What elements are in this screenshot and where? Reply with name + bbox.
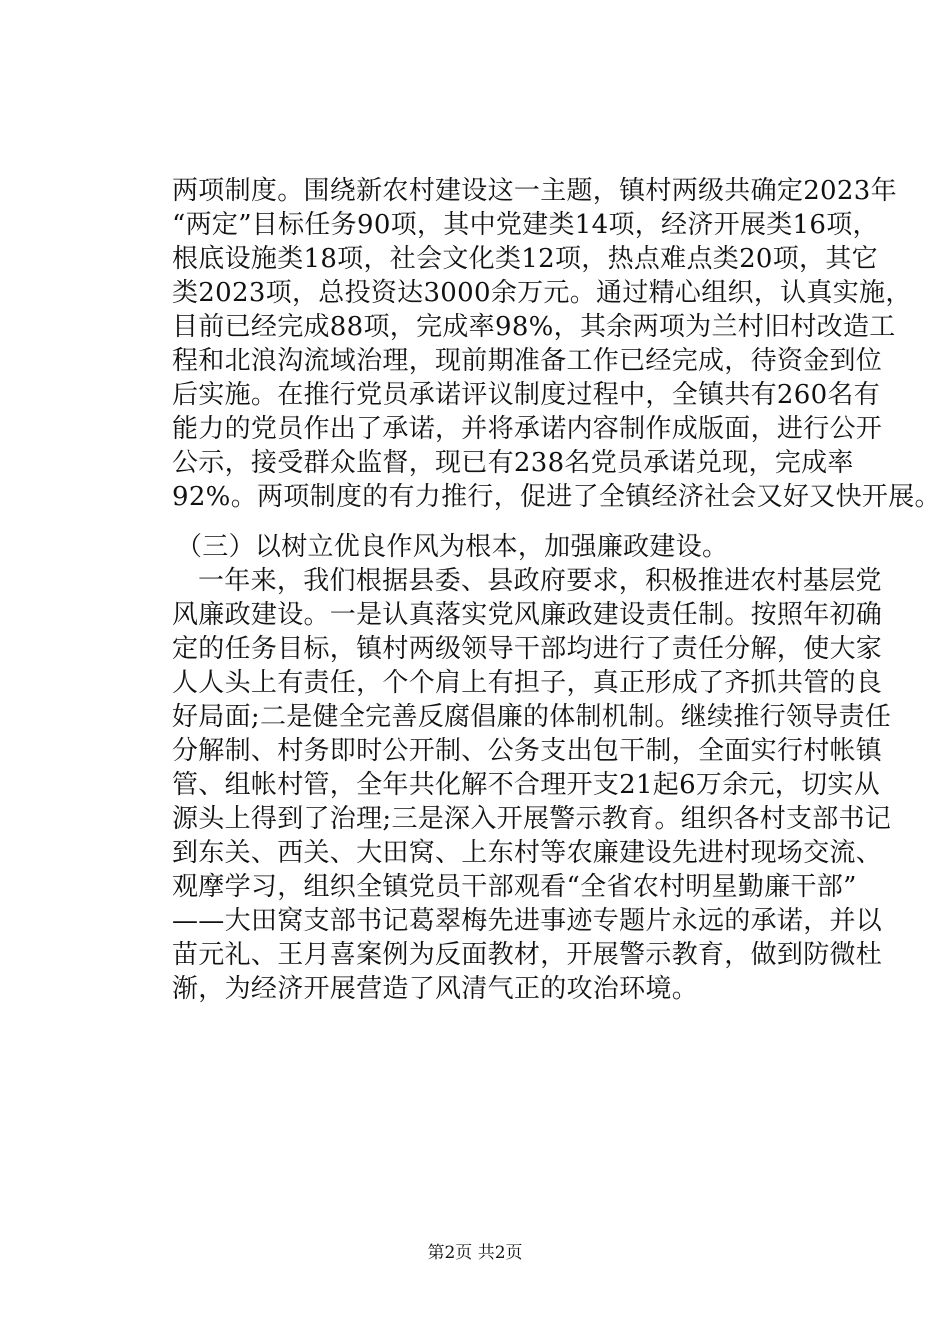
paragraph-line: 好局面;二是健全完善反腐倡廉的体制机制。继续推行领导责任 bbox=[172, 702, 892, 732]
paragraph-line: ——大田窝支部书记葛翠梅先进事迹专题片永远的承诺，并以 bbox=[172, 906, 883, 936]
section-heading: （三）以树立优良作风为根本，加强廉政建设。 bbox=[176, 532, 729, 562]
paragraph-line: 苗元礼、王月喜案例为反面教材，开展警示教育，做到防微杜 bbox=[172, 940, 883, 970]
paragraph-line: 公示，接受群众监督，现已有238名党员承诺兑现，完成率 bbox=[172, 448, 854, 478]
paragraph-line: 渐，为经济开展营造了风清气正的攻治环境。 bbox=[172, 974, 699, 1004]
paragraph-line: 风廉政建设。一是认真落实党风廉政建设责任制。按照年初确 bbox=[172, 600, 883, 630]
paragraph-line: 管、组帐村管，全年共化解不合理开支21起6万余元，切实从 bbox=[172, 770, 881, 800]
paragraph-line: 两项制度。围绕新农村建设这一主题，镇村两级共确定2023年 bbox=[172, 176, 897, 206]
paragraph-line: 定的任务目标，镇村两级领导干部均进行了责任分解，使大家 bbox=[172, 634, 883, 664]
paragraph-line: 92%。两项制度的有力推行，促进了全镇经济社会又好又快开展。 bbox=[172, 482, 941, 512]
paragraph-line: 观摩学习，组织全镇党员干部观看“全省农村明星勤廉干部” bbox=[172, 872, 857, 902]
paragraph-line: “两定”目标任务90项，其中党建类14项，经济开展类16项， bbox=[172, 210, 879, 240]
paragraph-line: 根底设施类18项，社会文化类12项，热点难点类20项，其它 bbox=[172, 244, 878, 274]
paragraph-line: 源头上得到了治理;三是深入开展警示教育。组织各村支部书记 bbox=[172, 804, 892, 834]
paragraph-line: 分解制、村务即时公开制、公务支出包干制，全面实行村帐镇 bbox=[172, 736, 883, 766]
paragraph-line: 后实施。在推行党员承诺评议制度过程中，全镇共有260名有 bbox=[172, 380, 881, 410]
paragraph-line: 一年来，我们根据县委、县政府要求，积极推进农村基层党 bbox=[198, 566, 882, 596]
paragraph-line: 类2023项，总投资达3000余万元。通过精心组织，认真实施， bbox=[172, 278, 912, 308]
paragraph-line: 到东关、西关、大田窝、上东村等农廉建设先进村现场交流、 bbox=[172, 838, 883, 868]
page-number-footer: 第2页 共2页 bbox=[427, 1243, 523, 1263]
paragraph-line: 人人头上有责任，个个肩上有担子，真正形成了齐抓共管的良 bbox=[172, 668, 883, 698]
paragraph-line: 目前已经完成88项，完成率98%，其余两项为兰村旧村改造工 bbox=[172, 312, 896, 342]
paragraph-line: 能力的党员作出了承诺，并将承诺内容制作成版面，进行公开 bbox=[172, 414, 883, 444]
paragraph-line: 程和北浪沟流域治理，现前期准备工作已经完成，待资金到位 bbox=[172, 346, 883, 376]
